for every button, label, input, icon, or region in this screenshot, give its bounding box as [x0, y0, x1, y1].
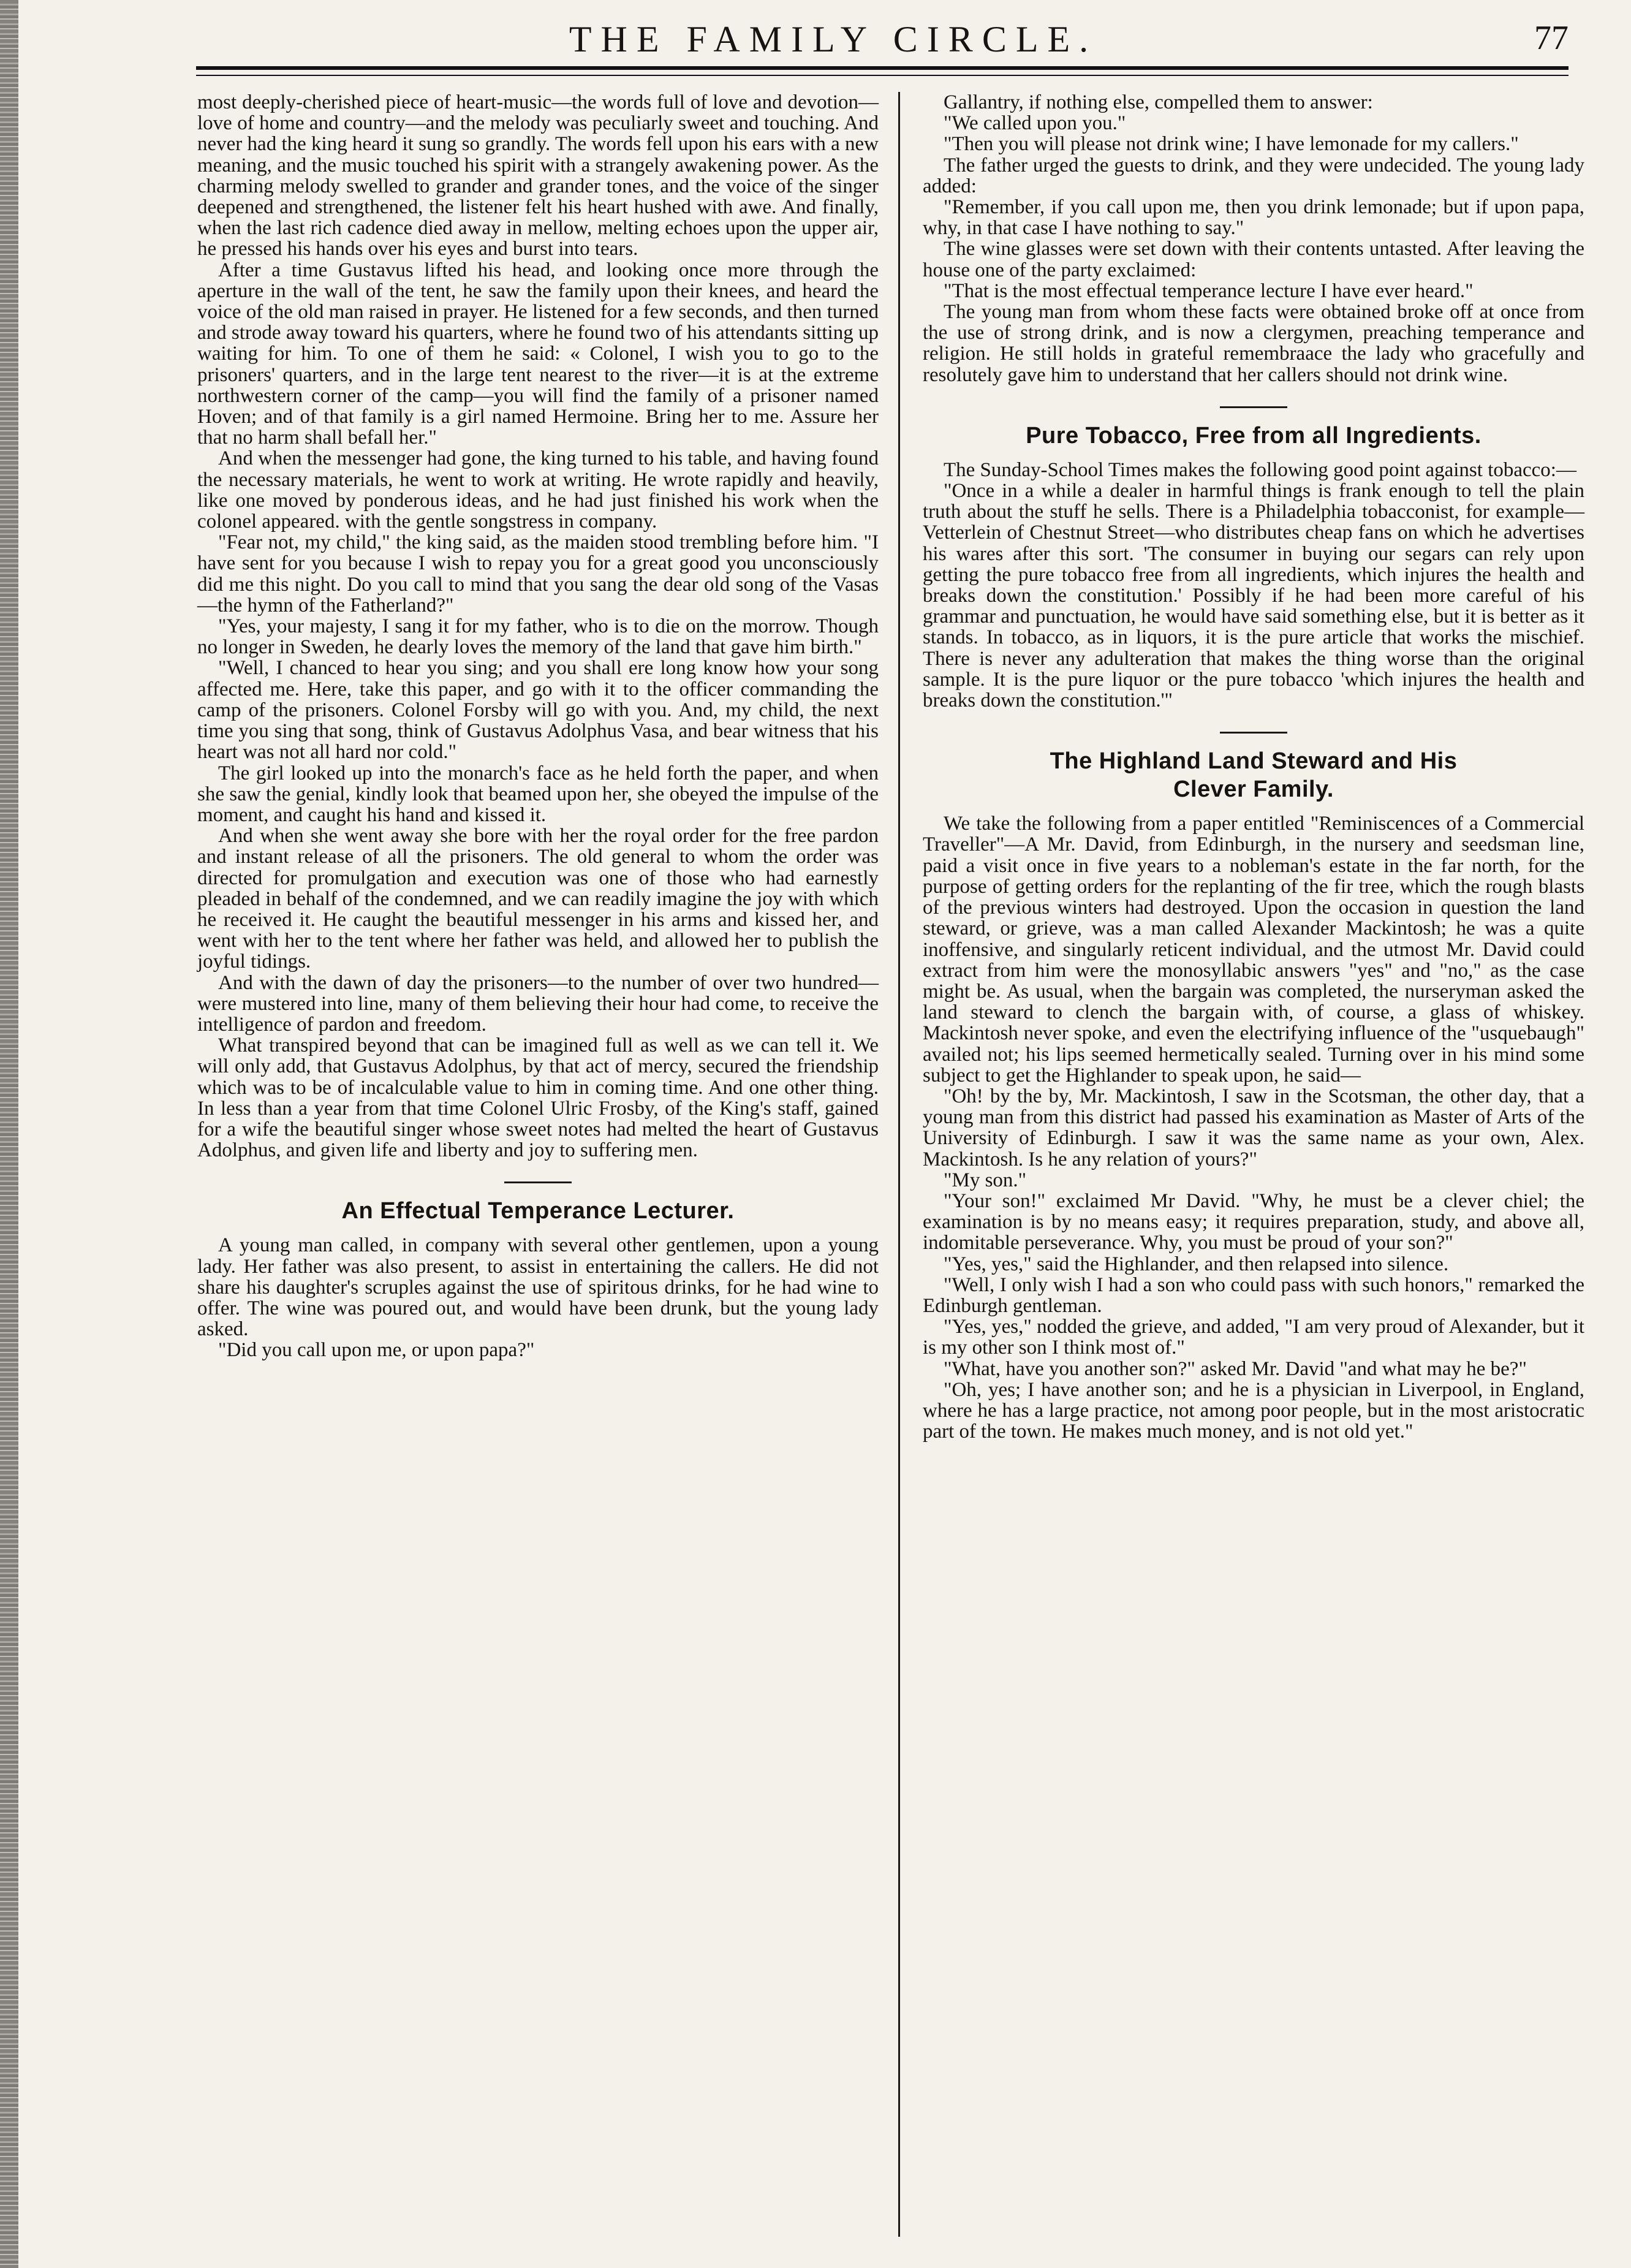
paragraph: "Remember, if you call upon me, then you drink lemonade; but if upon papa, why, in that case I have nothing to say." [923, 196, 1584, 240]
paragraph: And when she went away she bore with her the royal order for the free pardon and instant release of all the prisoners. The old general to whom the order was directed for promulgation and execution was one of those who had earnestly pleaded in behalf of the condemned, and we can readily imagine the joy with which he received it. He caught the beautiful messenger in his arms and kissed her, and went with her to the tent where her father was held, and allowed her to publish the joyful tidings. [197, 825, 879, 973]
paragraph: "Fear not, my child," the king said, as the maiden stood trembling before him. "I have sent for you because I wish to repay you for a great good you unconsciously did me this night. Do you call to mind that you sang the dear old song of the Vasas—the hymn of the Fatherland?" [197, 531, 879, 616]
right-column [923, 92, 1584, 1442]
paragraph: "What, have you another son?" asked Mr. David "and what may he be?" [944, 1357, 1527, 1380]
article-heading-highland [923, 747, 1584, 803]
paragraph: The wine glasses were set down with their contents untasted. After leaving the house one of the party exclaimed: [923, 238, 1584, 281]
paragraph: "Did you call upon me, or upon papa?" [218, 1339, 535, 1362]
paragraph: "Then you will please not drink wine; I have lemonade for my callers." [944, 133, 1519, 156]
paragraph: We take the following from a paper entitled "Reminiscences of a Commercial Traveller"—A Mr. David, from Edinburgh, in the nursery and seedsman line, paid a visit once in five years to a nobleman's estate in the far north, for the purpose of getting orders for the replanting of the fir tree, which the rough blasts of the previous winters had destroyed. Upon the occasion in question the land steward, or grieve, was a man called Alexander Mackintosh; he was a quite inoffensive, and singularly reticent individual, and the utmost Mr. David could extract from him were the monosyllabic answers "yes" and "no," as the case might be. As usual, when the bargain was completed, the nurseryman asked the land steward to clench the bargain with, of course, a glass of whiskey. Mackintosh never spoke, and even the electrifying influence of the "usquebaugh" availed not; his lips seemed hermetically sealed. Turning over in his mind some subject to get the Highlander to speak upon, he said— [923, 813, 1584, 1087]
paragraph: "Oh, yes; I have another son; and he is a physician in Liverpool, in England, where he has a large practice, not among poor people, but in the most aristocratic part of the town. He makes much money, and is not old yet." [923, 1378, 1584, 1443]
header-rule-thin [196, 75, 1569, 76]
heading-line: The Highland Land Steward and His [1050, 748, 1458, 775]
paragraph: "Yes, your majesty, I sang it for my father, who is to die on the morrow. Though no longer in Sweden, he dearly loves the memory of the land that gave him birth." [197, 615, 879, 659]
paragraph: The Sunday-School Times makes the following good point against tobacco:— [944, 458, 1576, 481]
paragraph: "Well, I chanced to hear you sing; and you shall ere long know how your song affected me. Here, take this paper, and go with it to the officer commanding the camp of the prisoners. Colonel Forsby will go with you. And, my child, the next time you sing that song, think of Gustavus Adolphus Vasa, and bear witness that his heart was not all hard nor cold." [197, 657, 879, 764]
paragraph: "Your son!" exclaimed Mr David. "Why, he must be a clever chiel; the examination is by no means easy; it requires preparation, study, and above all, indomitable perseverance. Why, you must be proud of your son?" [923, 1189, 1584, 1254]
header-rule-thick [196, 66, 1569, 70]
paragraph: The father urged the guests to drink, and they were undecided. The young lady added: [923, 154, 1584, 197]
page-binding-edge [0, 0, 18, 2268]
article-heading-tobacco: Pure Tobacco, Free from all Ingredients. [1026, 422, 1482, 449]
paragraph: And with the dawn of day the prisoners—to the number of over two hundred—were mustered into line, many of them believing their hour had come, to receive the intelligence of pardon and freedom. [197, 971, 879, 1036]
paragraph: The girl looked up into the monarch's face as he held forth the paper, and when she saw the genial, kindly look that beamed upon her, she obeyed the impulse of the moment, and caught his hand and kissed it. [197, 762, 879, 826]
paragraph: "Once in a while a dealer in harmful things is frank enough to tell the plain truth about the stuff he sells. There is a Philadelphia tobacconist, for example—Vetterlein of Chestnut Street—who distributes cheap fans on which he advertises his wares after this sort. 'The consumer in buying our segars can rely upon getting the pure tobacco free from all ingredients, which injures the health and breaks down the constitution.' Possibly if he had been more careful of his grammar and punctuation, he would have said something else, but it is better as it stands. In tobacco, as in liquors, it is the pure article that works the mischief. There is never any adulteration that makes the thing worse than the original sample. It is the pure liquor or the pure tobacco 'which injures the health and breaks down the constitution.'" [923, 480, 1584, 712]
paragraph: most deeply-cherished piece of heart-music—the words full of love and devotion—love of home and country—and the melody was peculiarly sweet and touching. And never had the king heard it sung so grandly. The words fell upon his ears with a new meaning, and the music touched his spirit with a strangely awakening power. As the charming melody swelled to grander and grander tones, and the voice of the singer deepened and strengthened, the listener felt his heart hushed with awe. And finally, when the last rich cadence died away in mellow, melting echoes upon the upper air, he pressed his hands over his eyes and burst into tears. [197, 91, 879, 260]
running-title: THE FAMILY CIRCLE. [569, 19, 1098, 59]
section-divider [1220, 732, 1287, 734]
section-divider [504, 1181, 572, 1183]
paragraph: What transpired beyond that can be imagined full as well as we can tell it. We will only add, that Gustavus Adolphus, by that act of mercy, secured the friendship which was to be of incalculable value to him in coming time. And one other thing. In less than a year from that time Colonel Ulric Frosby, of the King's staff, gained for a wife the beautiful singer whose sweet notes had melted the heart of Gustavus Adolphus, and given life and liberty and joy to suffering men. [197, 1034, 879, 1162]
heading-line: Clever Family. [1173, 776, 1334, 803]
paragraph: "We called upon you." [944, 112, 1126, 135]
column-divider [898, 92, 900, 2237]
paragraph: The young man from whom these facts were obtained broke off at once from the use of strong drink, and is now a clergymen, preaching temperance and religion. He still holds in grateful remembraace the lady who gracefully and resolutely gave him to understand that her callers should not drink wine. [923, 301, 1584, 386]
article-heading-temperance: An Effectual Temperance Lecturer. [341, 1198, 735, 1224]
paragraph: "That is the most effectual temperance lecture I have ever heard." [944, 279, 1474, 302]
paragraph: A young man called, in company with several other gentlemen, upon a young lady. Her father was also present, to assist in entertaining the callers. He did not share his daughter's scruples against the use of spiritous drinks, for he had wine to offer. The wine was poured out, and would have been drunk, but the young lady asked. [197, 1234, 879, 1341]
paragraph: And when the messenger had gone, the king turned to his table, and having found the necessary materials, he went to work at writing. He wrote rapidly and heavily, like one moved by ponderous ideas, and he had just finished his work when the colonel appeared. with the gentle songstress in company. [197, 447, 879, 533]
paragraph: "Yes, yes," said the Highlander, and then relapsed into silence. [944, 1253, 1449, 1275]
paragraph: Gallantry, if nothing else, compelled them to answer: [944, 91, 1373, 113]
left-column [197, 92, 879, 1361]
page-number: 77 [1534, 19, 1569, 57]
paragraph: "Oh! by the by, Mr. Mackintosh, I saw in the Scotsman, the other day, that a young man from this district had passed his examination as Master of Arts of the University of Edinburgh. I saw it was the same name as your own, Alex. Mackintosh. Is he any relation of yours?" [923, 1085, 1584, 1170]
paragraph: "Yes, yes," nodded the grieve, and added, "I am very proud of Alexander, but it is my other son I think most of." [923, 1316, 1584, 1359]
section-divider [1220, 406, 1287, 408]
paragraph: "My son." [944, 1169, 1027, 1191]
paragraph: "Well, I only wish I had a son who could pass with such honors," remarked the Edinburgh gentleman. [923, 1273, 1584, 1317]
paragraph: After a time Gustavus lifted his head, and looking once more through the aperture in the wall of the tent, he saw the family upon their knees, and heard the voice of the old man raised in prayer. He listened for a few seconds, and then turned and strode away toward his quarters, where he found two of his attendants sitting up waiting for him. To one of them he said: « Colonel, I wish you to go to the prisoners' quarters, and in the large tent nearest to the river—it is at the extreme northwestern corner of the camp—you will find the family of a prisoner named Hoven; and of that family is a girl named Hermoine. Bring her to me. Assure her that no harm shall befall her." [197, 259, 879, 449]
